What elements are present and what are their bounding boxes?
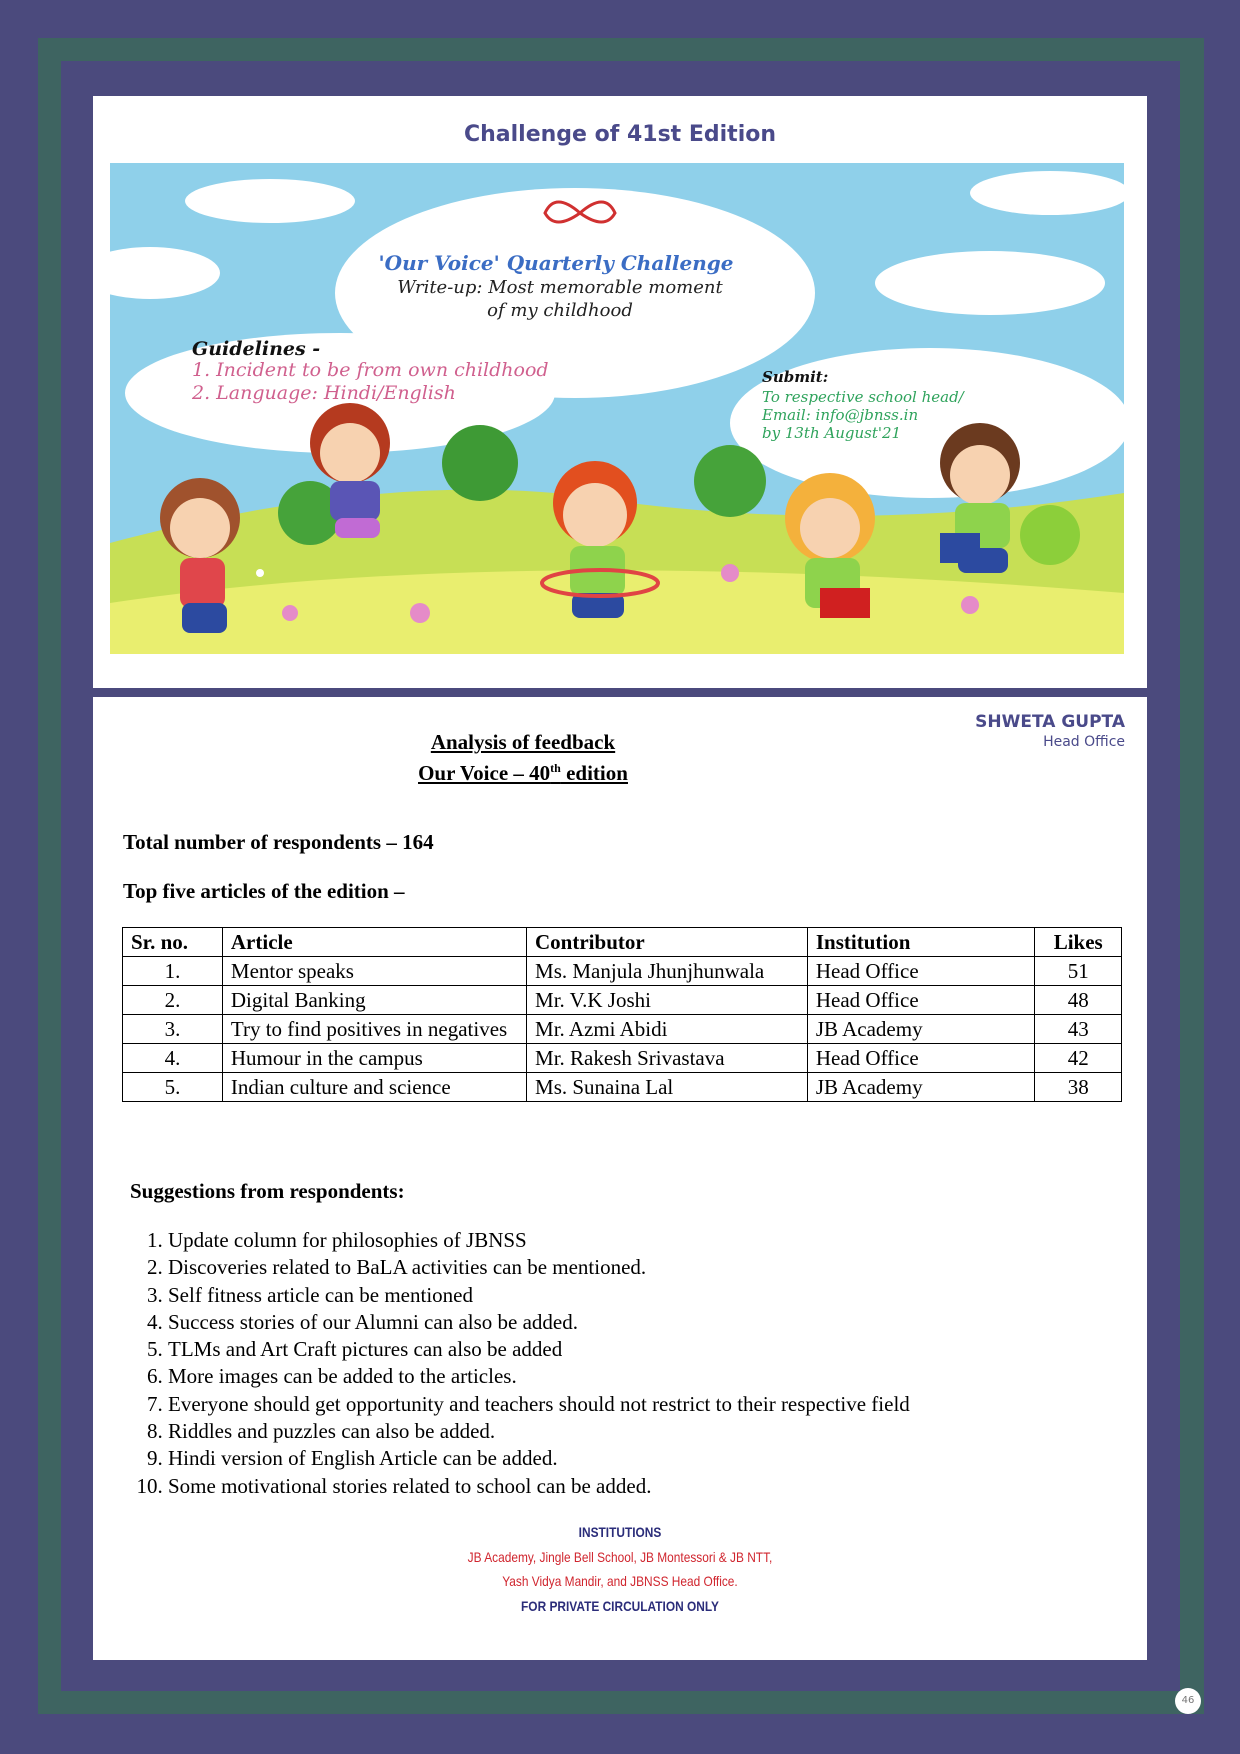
cell-likes: 42	[1035, 1044, 1122, 1073]
poster-guideline-1: 1. Incident to be from own childhood	[192, 359, 549, 381]
list-item: 7. Everyone should get opportunity and teachers should not restrict to their respective field	[168, 1391, 910, 1418]
analysis-title	[93, 729, 953, 786]
edition-suffix-sup: th	[550, 761, 561, 775]
cell-contributor: Mr. V.K Joshi	[527, 986, 808, 1015]
footer-notice: FOR PRIVATE CIRCULATION ONLY	[521, 1598, 719, 1614]
analysis-title-line1: Analysis of feedback	[430, 730, 616, 754]
suggestions-heading: Suggestions from respondents:	[130, 1179, 405, 1203]
cell-likes: 43	[1035, 1015, 1122, 1044]
poster-subtitle-line2: of my childhood	[487, 300, 633, 321]
footer-institutions-line1: JB Academy, Jingle Bell School, JB Montessori & JB NTT,	[467, 1549, 773, 1565]
cell-article: Humour in the campus	[222, 1044, 526, 1073]
list-item: 5. TLMs and Art Craft pictures can also be added	[168, 1336, 910, 1363]
author-name: SHWETA GUPTA	[975, 712, 1125, 732]
cell-contributor: Mr. Azmi Abidi	[527, 1015, 808, 1044]
list-item: 1. Update column for philosophies of JBNSS	[168, 1227, 910, 1254]
institutions-footer	[93, 1524, 1147, 1614]
poster-title: 'Our Voice' Quarterly Challenge	[378, 251, 734, 275]
header-institution: Institution	[807, 928, 1035, 957]
cell-sr-no: 4.	[123, 1044, 223, 1073]
header-contributor: Contributor	[527, 928, 808, 957]
header-article: Article	[222, 928, 526, 957]
challenge-title: Challenge of 41st Edition	[463, 122, 777, 147]
cell-institution: Head Office	[807, 986, 1035, 1015]
list-item: 8. Riddles and puzzles can also be added.	[168, 1418, 910, 1445]
table-row	[123, 1073, 1122, 1102]
challenge-card	[93, 96, 1147, 688]
cell-sr-no: 1.	[123, 957, 223, 986]
analysis-card	[93, 697, 1147, 1660]
footer-institutions-line2: Yash Vidya Mandir, and JBNSS Head Office.	[502, 1573, 738, 1589]
edition-suffix: edition	[560, 761, 628, 785]
analysis-title-line2	[418, 761, 628, 785]
table-row	[123, 957, 1122, 986]
cell-contributor: Ms. Sunaina Lal	[527, 1073, 808, 1102]
cell-contributor: Ms. Manjula Jhunjhunwala	[527, 957, 808, 986]
poster-guideline-2: 2. Language: Hindi/English	[192, 382, 456, 404]
author-office: Head Office	[1043, 734, 1125, 750]
poster-illustration	[110, 163, 1124, 654]
poster-subtitle-line1: Write-up: Most memorable moment	[397, 277, 723, 298]
cell-likes: 38	[1035, 1073, 1122, 1102]
footer-heading: INSTITUTIONS	[578, 1524, 662, 1540]
table-row	[123, 986, 1122, 1015]
suggestions-list	[133, 1227, 910, 1500]
author-block	[975, 712, 1125, 750]
list-item: 4. Success stories of our Alumni can also be added.	[168, 1309, 910, 1336]
list-item: 9. Hindi version of English Article can be added.	[168, 1445, 910, 1472]
poster-submit-heading: Submit:	[762, 368, 829, 386]
poster-submit-line2: Email: info@jbnss.in	[762, 406, 919, 424]
poster-submit-line3: by 13th August'21	[762, 424, 902, 442]
cell-article: Indian culture and science	[222, 1073, 526, 1102]
cell-article: Try to find positives in negatives	[222, 1015, 526, 1044]
list-item: 2. Discoveries related to BaLA activities can be mentioned.	[168, 1254, 910, 1281]
table-header-row	[123, 928, 1122, 957]
top-articles-table	[122, 927, 1122, 1102]
table-row	[123, 1044, 1122, 1073]
cell-likes: 48	[1035, 986, 1122, 1015]
cell-article: Mentor speaks	[222, 957, 526, 986]
cell-sr-no: 2.	[123, 986, 223, 1015]
cell-institution: Head Office	[807, 957, 1035, 986]
edition-prefix: Our Voice – 40	[418, 761, 551, 785]
cell-institution: JB Academy	[807, 1073, 1035, 1102]
header-likes: Likes	[1035, 928, 1122, 957]
cell-likes: 51	[1035, 957, 1122, 986]
challenge-poster-image	[110, 163, 1124, 654]
cell-sr-no: 5.	[123, 1073, 223, 1102]
cell-institution: JB Academy	[807, 1015, 1035, 1044]
page-number: 46	[1175, 1688, 1201, 1714]
respondents-count: Total number of respondents – 164	[123, 830, 434, 854]
cell-institution: Head Office	[807, 1044, 1035, 1073]
cell-sr-no: 3.	[123, 1015, 223, 1044]
top-five-heading: Top five articles of the edition –	[123, 879, 405, 903]
poster-guidelines-heading: Guidelines -	[192, 338, 321, 360]
list-item: 6. More images can be added to the articles.	[168, 1363, 910, 1390]
header-sr-no: Sr. no.	[123, 928, 223, 957]
poster-submit-line1: To respective school head/	[762, 388, 964, 406]
list-item: 10. Some motivational stories related to school can be added.	[168, 1473, 910, 1500]
cell-article: Digital Banking	[222, 986, 526, 1015]
cell-contributor: Mr. Rakesh Srivastava	[527, 1044, 808, 1073]
table-row	[123, 1015, 1122, 1044]
list-item: 3. Self fitness article can be mentioned	[168, 1282, 910, 1309]
